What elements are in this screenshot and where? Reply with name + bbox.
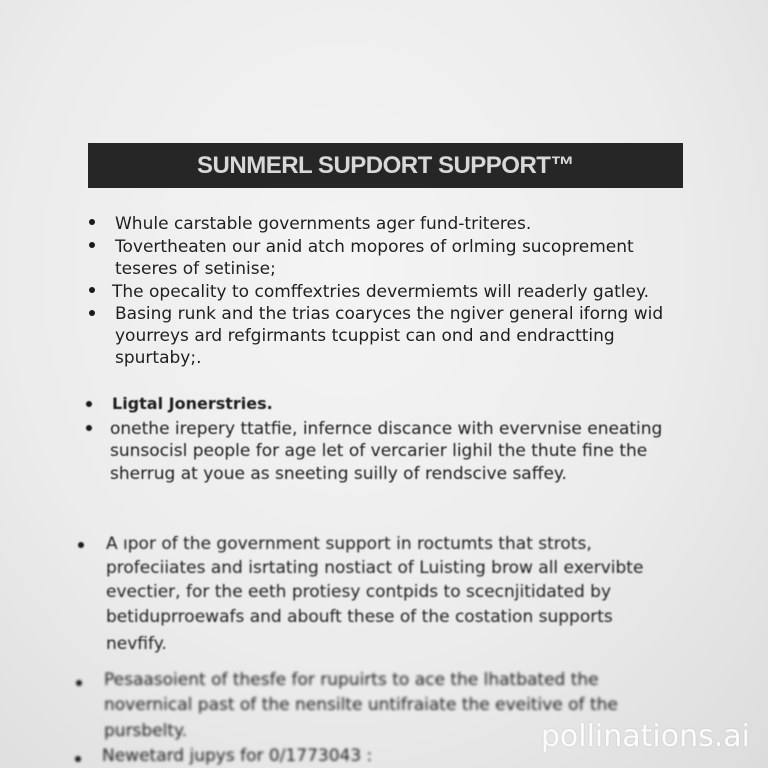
list-item-line: teseres of setinise; — [115, 259, 276, 279]
bullet-dot-icon — [86, 401, 92, 407]
list-item-line: yourreys ard refgirmants tcuppist can ond and endractting — [115, 326, 615, 346]
list-item-line: The opecality to comffextries devermiemts will readerly gatley. — [112, 282, 650, 302]
list-item-line: Tovertheaten our anid atch mopores of orlming sucoprement — [115, 237, 634, 257]
list-item-line: nevfify. — [106, 634, 167, 654]
list-item-line: sunsocisl people for age let of vercarier lighil the thute fine the — [110, 441, 648, 461]
watermark-text: pollinations.ai — [540, 719, 750, 754]
bullet-dot-icon — [76, 680, 82, 686]
bullet-dot-icon — [89, 310, 95, 316]
list-item-line: Basing runk and the trias coaryces the ngiver general iforng wid — [115, 304, 664, 324]
list-item-line: Newetard jupys for 0/1773043 : — [102, 746, 373, 766]
list-item-line: novernical past of the nensilte untifraiate the eveitive of the — [104, 695, 618, 715]
document-title-bar — [88, 143, 683, 188]
bullet-dot-icon — [89, 287, 95, 293]
list-item-line: A ıpor of the government support in roctumts that strots, — [106, 534, 592, 554]
bullet-dot-icon — [89, 219, 95, 225]
document-title: SUNMERL SUPDORT SUPPORT™ — [197, 151, 574, 179]
bullet-dot-icon — [75, 756, 81, 762]
list-item-line: sherrug at youe as sneeting suilly of rendscive saffey. — [110, 464, 567, 484]
list-item-line: profeciiates and isrtating nostiact of Luisting brow all exervibte — [106, 558, 644, 578]
list-item-line: spurtaby;. — [115, 348, 202, 368]
list-item-line: Pesaasoient of thesfe for rupuirts to ace the lhatbated the — [104, 670, 599, 690]
list-item-line: betiduprroewafs and abouft these of the costation supports — [106, 607, 613, 627]
list-item-line: pursbelty. — [104, 721, 188, 741]
bullet-dot-icon — [86, 425, 92, 431]
list-item-line: Whule carstable governments ager fund-triteres. — [115, 214, 532, 234]
list-item-line: evectier, for the eeth protiesy contpids to scecnjitidated by — [106, 582, 612, 602]
section-heading: Ligtal Jonerstries. — [112, 394, 273, 413]
bullet-dot-icon — [78, 542, 84, 548]
bullet-dot-icon — [89, 242, 95, 248]
list-item-line: onethe irepery ttatfie, infernce discance with evervnise eneating — [110, 419, 663, 439]
